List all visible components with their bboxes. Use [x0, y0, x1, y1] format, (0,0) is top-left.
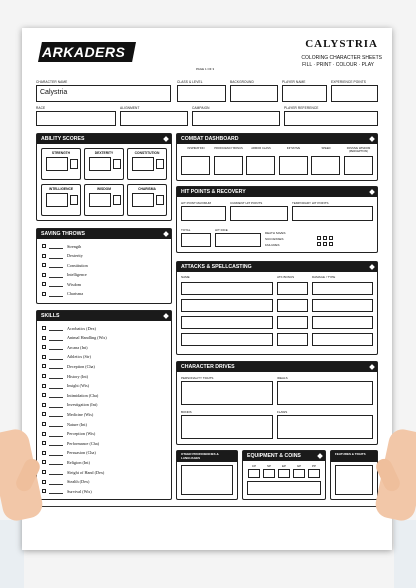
ability-mod-field[interactable] — [113, 159, 121, 169]
skill-mod-line — [49, 330, 63, 331]
character-name-field[interactable] — [36, 85, 171, 102]
coin-field[interactable] — [293, 469, 305, 478]
ability-score-field[interactable] — [132, 157, 154, 171]
coin-field[interactable] — [263, 469, 275, 478]
save-proficiency-checkbox[interactable] — [42, 263, 46, 267]
features-title: FEATURES & TRAITS — [335, 451, 366, 456]
combat-field[interactable] — [344, 156, 373, 175]
skill-proficiency-checkbox[interactable] — [42, 393, 46, 397]
right-sleeve — [394, 520, 416, 588]
campaign-label: CAMPAIGN — [192, 106, 210, 110]
ability-mod-field[interactable] — [156, 159, 164, 169]
hp-max-label: HIT POINT MAXIMUM — [181, 201, 212, 205]
skill-name: Medicine (Wis) — [67, 411, 94, 417]
ability-label: DEXTERITY — [94, 151, 114, 155]
equipment-field[interactable] — [247, 481, 321, 495]
class-level-field[interactable] — [177, 85, 226, 102]
skill-mod-line — [49, 368, 63, 369]
ability-card-charisma — [127, 184, 167, 216]
skill-name: Acrobatics (Dex) — [67, 325, 96, 331]
skill-mod-line — [49, 397, 63, 398]
combat-title: COMBAT DASHBOARD — [181, 136, 239, 142]
attack-damage-field[interactable] — [312, 316, 373, 329]
skill-mod-line — [49, 426, 63, 427]
save-mod-line — [49, 277, 63, 278]
ability-score-field[interactable] — [46, 157, 68, 171]
attack-bonus-field[interactable] — [277, 299, 308, 312]
save-name: Intelligence — [67, 272, 87, 277]
failures-label: FAILURES — [265, 243, 280, 247]
skill-mod-line — [49, 474, 63, 475]
drives-header — [177, 362, 377, 372]
skill-mod-line — [49, 359, 63, 360]
attack-damage-field[interactable] — [312, 282, 373, 295]
skill-mod-line — [49, 493, 63, 494]
diamond-icon — [163, 231, 169, 237]
hp-total-field[interactable] — [181, 233, 211, 247]
saving-throws-panel — [36, 228, 172, 304]
death-save-checkbox[interactable] — [323, 242, 327, 246]
personality-label: PERSONALITY TRAITS — [181, 376, 214, 380]
attack-bonus-field[interactable] — [277, 316, 308, 329]
skill-name: Persuasion (Cha) — [67, 450, 96, 456]
skill-proficiency-checkbox[interactable] — [42, 489, 46, 493]
background-label: BACKGROUND — [230, 80, 254, 84]
diamond-icon — [369, 189, 375, 195]
hp-title: HIT POINTS & RECOVERY — [181, 189, 246, 195]
skill-name: Nature (Int) — [67, 421, 87, 427]
death-save-checkbox[interactable] — [323, 236, 327, 240]
hit-dice-label: HIT DICE — [215, 228, 228, 232]
diamond-icon — [163, 136, 169, 142]
ability-label: CHARISMA — [138, 187, 156, 191]
skill-mod-line — [49, 407, 63, 408]
attack-bonus-field[interactable] — [277, 333, 308, 346]
skill-name: Animal Handling (Wis) — [67, 335, 107, 341]
death-saves-label: DEATH SAVES — [265, 231, 286, 235]
drives-title: CHARACTER DRIVES — [181, 364, 235, 370]
brand-logo — [38, 42, 138, 62]
combat-header — [177, 134, 377, 144]
hp-temp-field[interactable] — [292, 206, 373, 221]
death-save-checkbox[interactable] — [317, 242, 321, 246]
combat-dashboard-panel — [176, 133, 378, 181]
ideals-field[interactable] — [277, 381, 373, 405]
player-name-label: PLAYER NAME — [282, 80, 306, 84]
attack-damage-field[interactable] — [312, 299, 373, 312]
diamond-icon — [369, 264, 375, 270]
coin-label: GP — [296, 464, 302, 468]
alignment-field[interactable] — [120, 111, 188, 126]
skill-proficiency-checkbox[interactable] — [42, 441, 46, 445]
flaws-field[interactable] — [277, 415, 373, 439]
skill-proficiency-checkbox[interactable] — [42, 326, 46, 330]
hit-points-panel — [176, 186, 378, 253]
coin-field[interactable] — [278, 469, 290, 478]
coin-field[interactable] — [308, 469, 320, 478]
race-label: RACE — [36, 106, 46, 110]
character-title: CALYSTRIA — [305, 38, 378, 50]
footer-rule — [36, 506, 378, 507]
diamond-icon — [163, 313, 169, 319]
skill-proficiency-checkbox[interactable] — [42, 412, 46, 416]
attack-name-field[interactable] — [181, 333, 273, 346]
skill-mod-line — [49, 455, 63, 456]
saving-throws-header — [37, 229, 171, 239]
successes-label: SUCCESSES — [265, 237, 284, 241]
other-prof-header — [177, 451, 237, 462]
attacks-title: ATTACKS & SPELLCASTING — [181, 264, 252, 270]
combat-label: INSPIRATION — [187, 147, 205, 150]
ability-mod-field[interactable] — [156, 195, 164, 205]
ability-card-intelligence — [41, 184, 81, 216]
death-save-checkbox[interactable] — [317, 236, 321, 240]
attack-name-col: NAME — [181, 275, 190, 279]
skill-name: History (Int) — [67, 373, 89, 379]
save-proficiency-checkbox[interactable] — [42, 254, 46, 258]
diamond-icon — [369, 136, 375, 142]
ability-card-wisdom — [84, 184, 124, 216]
character-name-label: CHARACTER NAME — [36, 80, 68, 84]
save-name: Strength — [67, 243, 82, 249]
skill-mod-line — [49, 349, 63, 350]
ability-card-constitution — [127, 148, 167, 180]
alignment-label: ALIGNMENT — [120, 106, 140, 110]
save-proficiency-checkbox[interactable] — [42, 292, 46, 296]
skill-proficiency-checkbox[interactable] — [42, 355, 46, 359]
personality-field[interactable] — [181, 381, 273, 405]
ability-mod-field[interactable] — [70, 159, 78, 169]
equipment-panel — [242, 450, 326, 500]
player-reference-field[interactable] — [284, 111, 378, 126]
coin-label: SP — [266, 464, 271, 468]
save-name: Dexterity — [67, 253, 83, 258]
skill-proficiency-checkbox[interactable] — [42, 470, 46, 474]
ability-score-field[interactable] — [89, 193, 111, 207]
combat-label: PASSIVE WISDOM (PERCEPTION) — [346, 147, 371, 153]
combat-field[interactable] — [279, 156, 308, 175]
skill-name: Religion (Int) — [67, 459, 90, 465]
bonds-label: BONDS — [181, 410, 192, 414]
ability-scores-title: ABILITY SCORES — [41, 136, 85, 142]
skill-proficiency-checkbox[interactable] — [42, 451, 46, 455]
combat-field[interactable] — [311, 156, 340, 175]
combat-label: ARMOR CLASS — [251, 147, 271, 150]
save-proficiency-checkbox[interactable] — [42, 282, 46, 286]
race-field[interactable] — [36, 111, 116, 126]
skill-name: Intimidation (Cha) — [67, 392, 99, 398]
ability-score-field[interactable] — [132, 193, 154, 207]
experience-label: EXPERIENCE POINTS — [331, 80, 366, 84]
ability-score-field[interactable] — [46, 193, 68, 207]
skill-name: Insight (Wis) — [67, 383, 90, 389]
character-drives-panel — [176, 361, 378, 445]
skill-proficiency-checkbox[interactable] — [42, 432, 46, 436]
equipment-header — [243, 451, 325, 461]
skill-mod-line — [49, 378, 63, 379]
skills-header — [37, 311, 171, 321]
attack-bonus-field[interactable] — [277, 282, 308, 295]
ability-mod-field[interactable] — [113, 195, 121, 205]
death-save-checkbox[interactable] — [329, 236, 333, 240]
combat-field[interactable] — [246, 156, 275, 175]
bonds-field[interactable] — [181, 415, 273, 439]
other-proficiencies-panel — [176, 450, 238, 500]
attacks-header — [177, 262, 377, 272]
combat-label: INITIATIVE — [286, 147, 301, 150]
skill-proficiency-checkbox[interactable] — [42, 460, 46, 464]
skill-proficiency-checkbox[interactable] — [42, 374, 46, 378]
combat-field[interactable] — [181, 156, 210, 175]
skill-name: Survival (Wis) — [67, 488, 92, 494]
ability-card-dexterity — [84, 148, 124, 180]
character-sheet — [22, 28, 392, 550]
hp-temp-label: TEMPORARY HIT POINTS — [292, 201, 329, 205]
skill-mod-line — [49, 484, 63, 485]
skill-name: Performance (Cha) — [67, 440, 99, 446]
player-name-field[interactable] — [282, 85, 327, 102]
skill-proficiency-checkbox[interactable] — [42, 336, 46, 340]
ability-scores-panel — [36, 133, 172, 221]
ability-score-field[interactable] — [89, 157, 111, 171]
skill-proficiency-checkbox[interactable] — [42, 345, 46, 349]
diamond-icon — [317, 453, 323, 459]
save-mod-line — [49, 267, 63, 268]
attack-damage-field[interactable] — [312, 333, 373, 346]
flaws-label: FLAWS — [277, 410, 288, 414]
ability-card-strength — [41, 148, 81, 180]
brand-text: ARKADERS — [42, 44, 126, 60]
other-prof-title: OTHER PROFICIENCIES & LANGUAGES — [181, 451, 219, 460]
skill-proficiency-checkbox[interactable] — [42, 480, 46, 484]
hit-dice-field[interactable] — [215, 233, 261, 247]
class-level-label: CLASS & LEVEL — [177, 80, 203, 84]
coin-label: EP — [281, 464, 286, 468]
ability-mod-field[interactable] — [70, 195, 78, 205]
character-name-value: Calystria — [40, 89, 68, 96]
attack-damage-col: DAMAGE / TYPE — [312, 275, 336, 279]
skills-title: SKILLS — [41, 313, 60, 319]
skill-name: Athletics (Str) — [67, 354, 91, 360]
skill-mod-line — [49, 445, 63, 446]
skill-proficiency-checkbox[interactable] — [42, 364, 46, 368]
attack-name-field[interactable] — [181, 316, 273, 329]
ability-label: INTELLIGENCE — [48, 187, 74, 191]
attack-bonus-col: ATK BONUS — [277, 275, 295, 279]
ability-label: STRENGTH — [51, 151, 71, 155]
left-sleeve — [0, 520, 24, 588]
other-prof-field[interactable] — [181, 465, 233, 495]
save-proficiency-checkbox[interactable] — [42, 273, 46, 277]
skill-proficiency-checkbox[interactable] — [42, 422, 46, 426]
skill-name: Investigation (Int) — [67, 402, 98, 408]
skill-mod-line — [49, 464, 63, 465]
tagline: FILL · PRINT · COLOUR · PLAY — [302, 62, 374, 68]
save-name: Wisdom — [67, 281, 82, 287]
attack-name-field[interactable] — [181, 282, 273, 295]
experience-field[interactable] — [331, 85, 378, 102]
ability-label: WISDOM — [97, 187, 111, 191]
save-proficiency-checkbox[interactable] — [42, 244, 46, 248]
skill-mod-line — [49, 436, 63, 437]
skill-name: Perception (Wis) — [67, 431, 96, 437]
campaign-field[interactable] — [192, 111, 280, 126]
hp-current-label: CURRENT HIT POINTS — [230, 201, 263, 205]
combat-field[interactable] — [214, 156, 243, 175]
ideals-label: IDEALS — [277, 376, 288, 380]
hp-total-label: TOTAL — [181, 228, 191, 232]
combat-label: SPEED — [321, 147, 331, 150]
save-mod-line — [49, 286, 63, 287]
coin-label: CP — [251, 464, 257, 468]
hp-header — [177, 187, 377, 197]
save-mod-line — [49, 248, 63, 249]
skill-name: Deception (Cha) — [67, 363, 95, 369]
combat-label: PROFICIENCY BONUS — [214, 147, 243, 150]
saving-throws-title: SAVING THROWS — [41, 231, 85, 237]
attacks-panel — [176, 261, 378, 355]
coin-label: PP — [311, 464, 316, 468]
skill-name: Arcana (Int) — [67, 344, 88, 350]
player-reference-label: PLAYER REFERENCE — [284, 106, 319, 110]
save-mod-line — [49, 258, 63, 259]
skill-name: Sleight of Hand (Dex) — [67, 469, 105, 475]
attack-name-field[interactable] — [181, 299, 273, 312]
skills-panel — [36, 310, 172, 500]
features-panel — [330, 450, 378, 500]
coin-field[interactable] — [248, 469, 260, 478]
subtitle: COLORING CHARACTER SHEETS — [301, 55, 382, 61]
hp-max-field[interactable] — [181, 206, 226, 221]
features-field[interactable] — [335, 465, 373, 495]
ability-label: CONSTITUTION — [134, 151, 160, 155]
page-label: PAGE 1 OF 3 — [196, 67, 215, 71]
skill-mod-line — [49, 416, 63, 417]
save-mod-line — [49, 296, 63, 297]
diamond-icon — [369, 364, 375, 370]
ability-scores-header — [37, 134, 171, 144]
save-name: Charisma — [67, 291, 84, 296]
features-header — [331, 451, 377, 462]
skill-proficiency-checkbox[interactable] — [42, 403, 46, 407]
skill-mod-line — [49, 388, 63, 389]
skill-mod-line — [49, 340, 63, 341]
save-name: Constitution — [67, 262, 88, 268]
skill-name: Stealth (Dex) — [67, 479, 90, 485]
skill-proficiency-checkbox[interactable] — [42, 384, 46, 388]
equipment-title: EQUIPMENT & COINS — [247, 453, 301, 459]
hp-current-field[interactable] — [230, 206, 288, 221]
background-field[interactable] — [230, 85, 278, 102]
death-save-checkbox[interactable] — [329, 242, 333, 246]
